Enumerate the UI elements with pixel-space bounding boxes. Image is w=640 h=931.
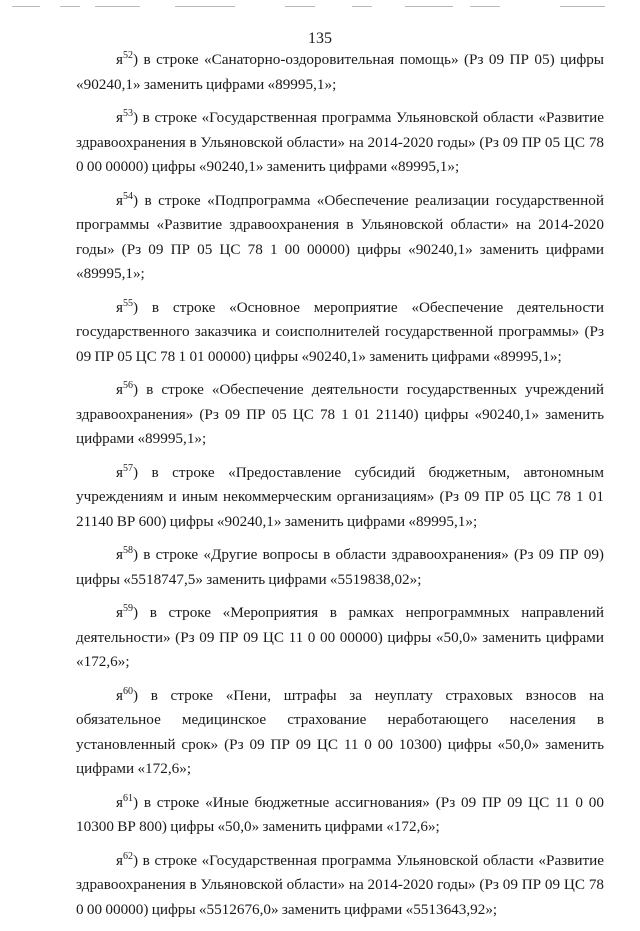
amendment-paragraph: $я^{61}$) в строке «Иные бюджетные ассигнования» (Рз 09 ПР 09 ЦС 11 0 00 10300 ВР 800) цифры «50,0» заменить цифрами «172,6»; <box>76 792 604 835</box>
amendment-paragraph: $я^{54}$) в строке «Подпрограмма «Обеспечение реализации государственной программы «Развитие здравоохранения в Ульяновской области» на 2014-2020 годы» (Рз 09 ПР 05 ЦС 78 1 00 00000) цифры «90240,1» заменить цифрами «89995,1»; <box>76 190 604 282</box>
scan-artifact-lines <box>0 6 640 12</box>
amendment-paragraph: $я^{55}$) в строке «Основное мероприятие «Обеспечение деятельности государственного заказчика и соисполнителей государственной программы» (Рз 09 ПР 05 ЦС 78 1 01 00000) цифры «90240,1» заменить цифрами «89995,1»; <box>76 297 604 365</box>
amendment-paragraph: $я^{62}$) в строке «Государственная программа Ульяновской области «Развитие здравоохранения в Ульяновской области» на 2014-2020 годы» (Рз 09 ПР 09 ЦС 78 0 00 00000) цифры «5512676,0» заменить цифрами «5513643,92»; <box>76 850 604 918</box>
amendment-paragraph: $я^{58}$) в строке «Другие вопросы в области здравоохранения» (Рз 09 ПР 09) цифры «5518747,5» заменить цифрами «5519838,02»; <box>76 545 604 588</box>
page-number: 135 <box>308 30 332 47</box>
amendment-paragraph: $я^{60}$) в строке «Пени, штрафы за неуплату страховых взносов на обязательное медицинское страхование неработающего населения в установленный срок» (Рз 09 ПР 09 ЦС 11 0 00 10300) цифры «50,0» заменить цифрами «172,6»; <box>76 685 604 777</box>
document-body <box>76 48 604 931</box>
amendment-paragraph: $я^{53}$) в строке «Государственная программа Ульяновской области «Развитие здравоохранения в Ульяновской области» на 2014-2020 годы» (Рз 09 ПР 05 ЦС 78 0 00 00000) цифры «90240,1» заменить цифрами «89995,1»; <box>76 108 604 175</box>
amendment-paragraph: $я^{59}$) в строке «Мероприятия в рамках непрограммных направлений деятельности» (Рз 09 ПР 09 ЦС 11 0 00 00000) цифры «50,0» заменить цифрами «172,6»; <box>76 603 604 670</box>
amendment-paragraph: $я^{52}$) в строке «Санаторно-оздоровительная помощь» (Рз 09 ПР 05) цифры «90240,1» заменить цифрами «89995,1»; <box>76 50 604 93</box>
amendment-paragraph: $я^{57}$) в строке «Предоставление субсидий бюджетным, автономным учреждениям и иным некоммерческим организациям» (Рз 09 ПР 05 ЦС 78 1 01 21140 ВР 600) цифры «90240,1» заменить цифрами «89995,1»; <box>76 462 604 530</box>
amendment-paragraph: $я^{56}$) в строке «Обеспечение деятельности государственных учреждений здравоохранения» (Рз 09 ПР 05 ЦС 78 1 01 21140) цифры «90240,1» заменить цифрами «89995,1»; <box>76 380 604 447</box>
